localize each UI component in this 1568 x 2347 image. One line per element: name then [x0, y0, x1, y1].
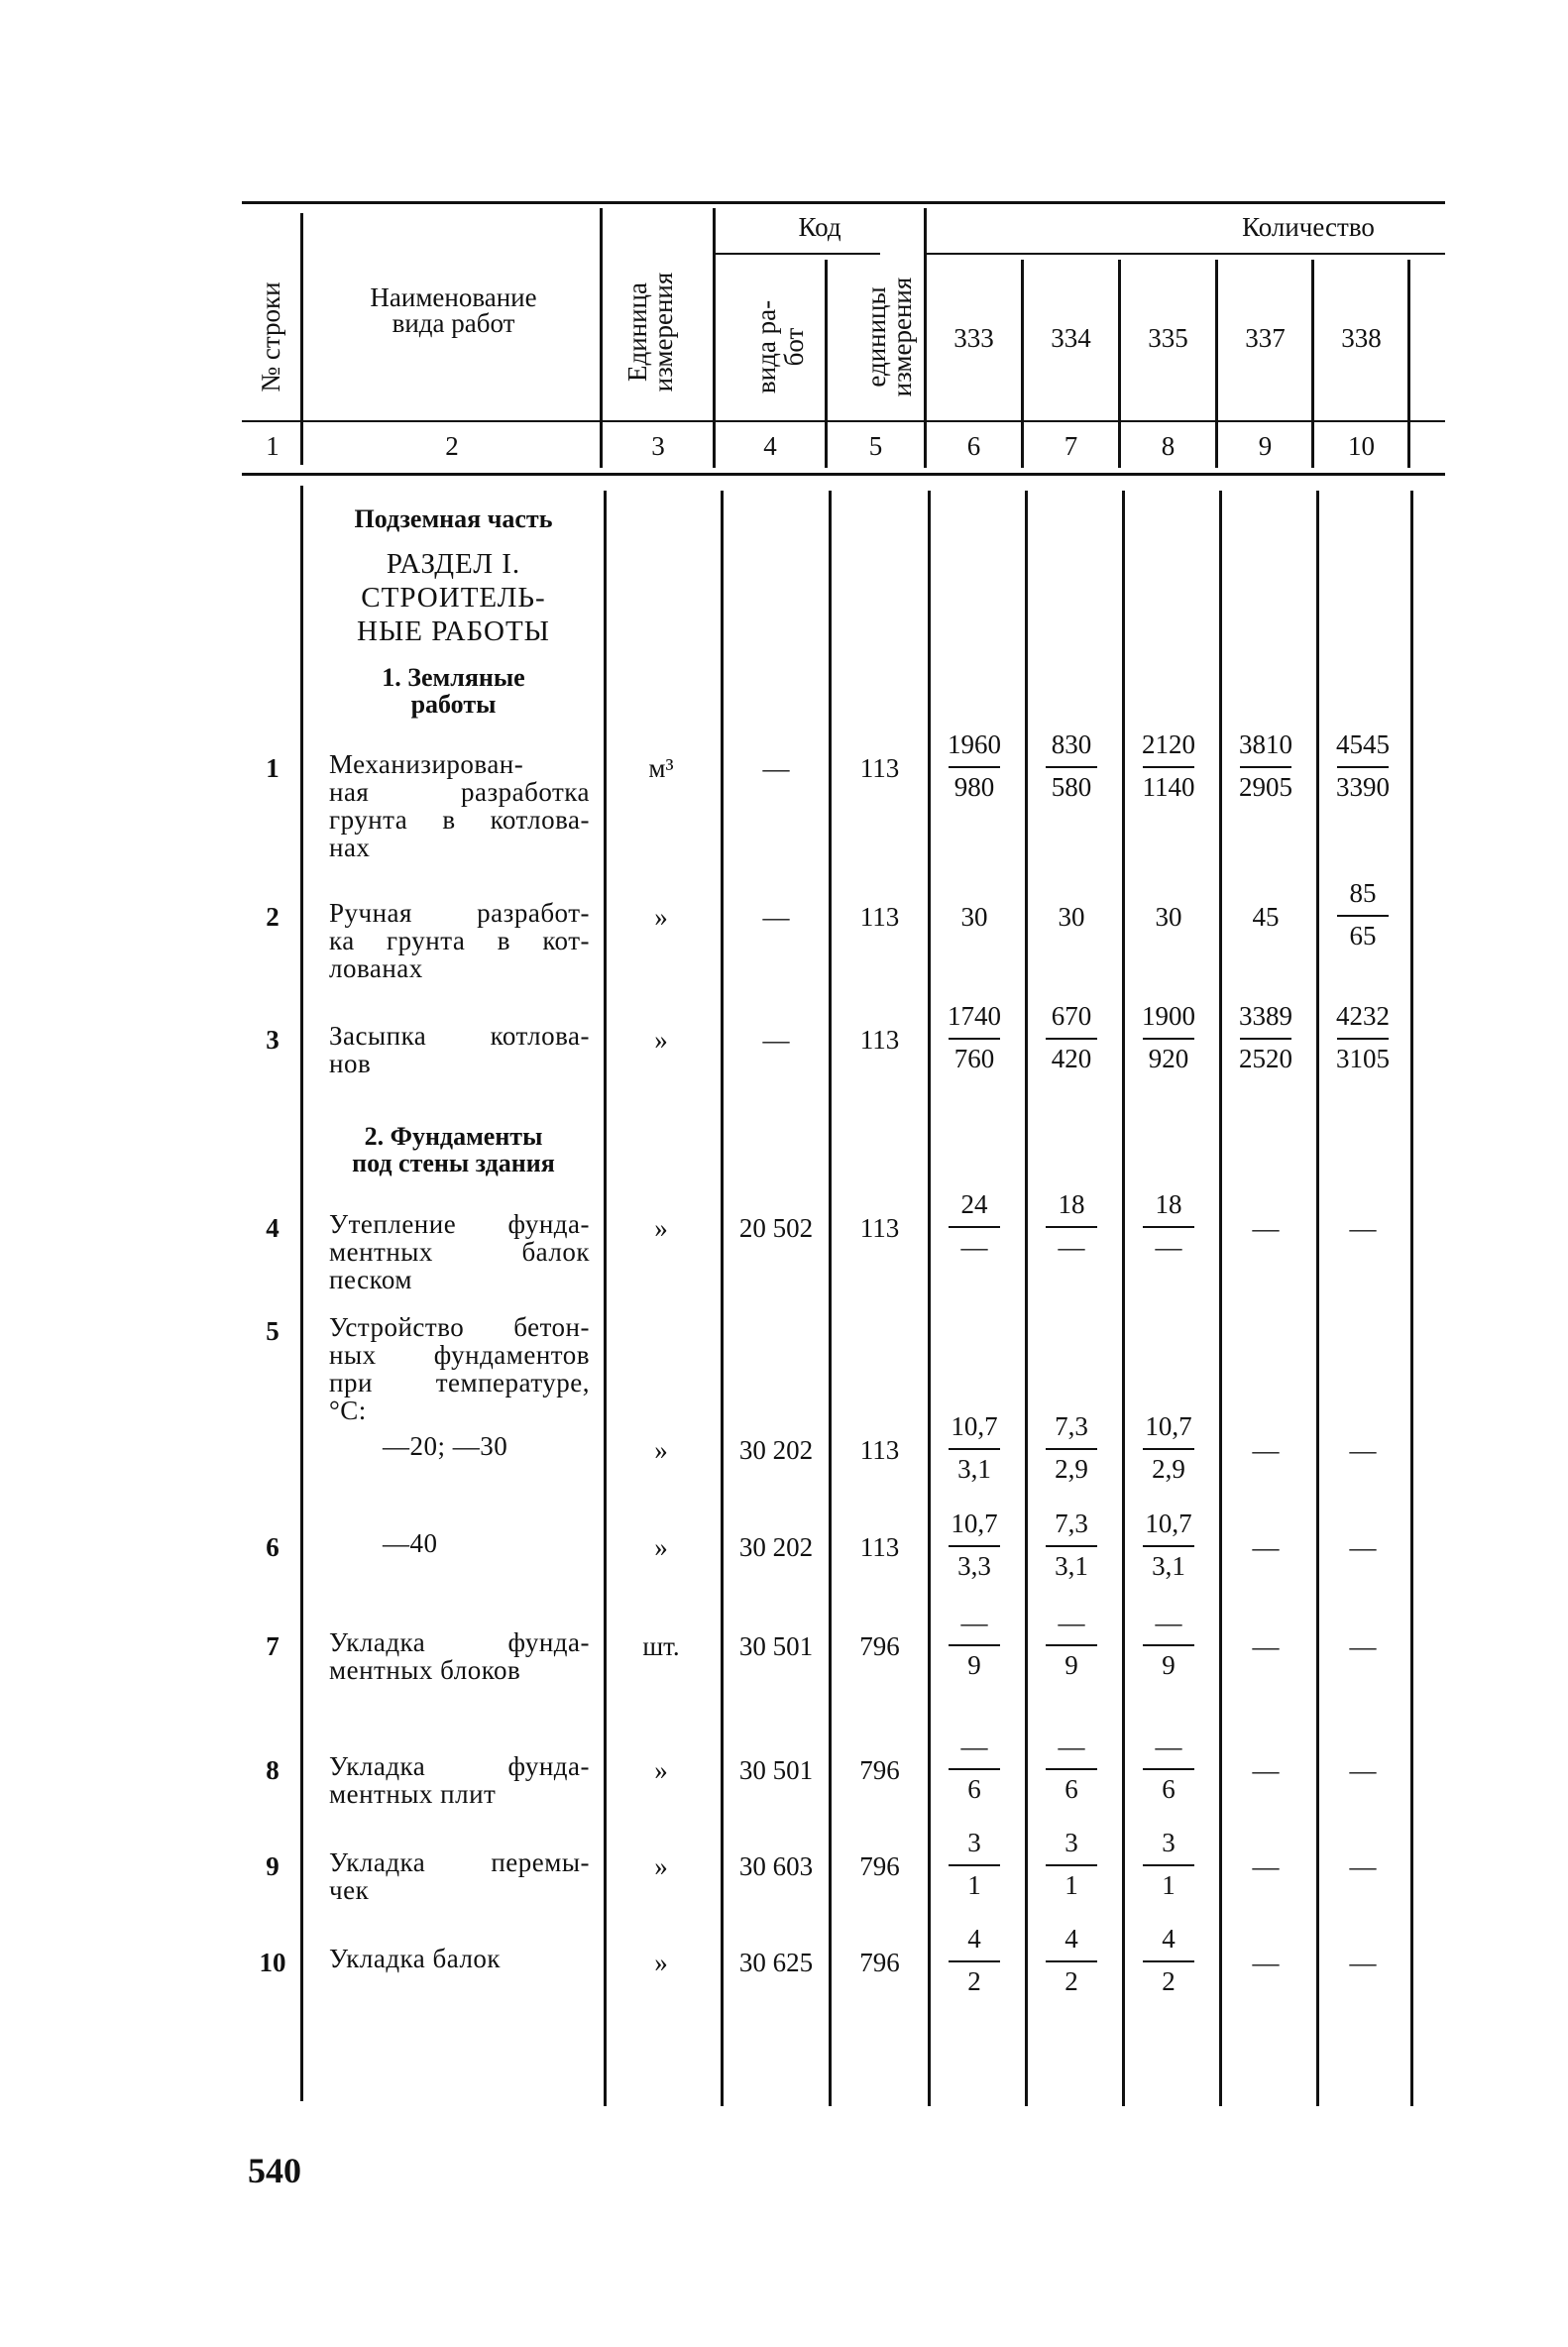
fraction-denominator: 3390: [1336, 772, 1390, 802]
quantity-fraction: [1321, 731, 1404, 804]
fraction-numerator: 4: [1162, 1924, 1176, 1954]
fraction-denominator: 760: [953, 1044, 995, 1073]
fraction-denominator: 2: [1162, 1966, 1176, 1996]
fraction-denominator: 2520: [1239, 1044, 1292, 1073]
fraction-bar: [1143, 1448, 1194, 1450]
fraction-bar: [1046, 1038, 1097, 1040]
work-name: [329, 1849, 590, 1905]
quantity-fraction: [1127, 731, 1210, 804]
quantity-fraction: [1224, 1003, 1307, 1075]
fraction-bar: [949, 1226, 1000, 1228]
unit-cell: »: [654, 1948, 668, 1977]
row-number: 2: [266, 902, 280, 932]
work-name: [329, 900, 590, 983]
work-name-line: Укладка перемы-: [329, 1847, 590, 1877]
column-numbers-rule: [242, 473, 1445, 476]
quantity-fraction: [933, 1413, 1016, 1486]
code-unit-header-line-1: единицы: [861, 286, 891, 388]
quantity-fraction: [1030, 1191, 1113, 1264]
quantity-value: —: [1252, 1948, 1280, 1977]
unit-header-line-1: Единица: [622, 282, 652, 383]
quantity-fraction: [933, 731, 1016, 804]
row-number: 9: [266, 1851, 280, 1881]
unit-cell: »: [654, 1851, 668, 1881]
fraction-bar: [1240, 1038, 1291, 1040]
code-work-cell: 30 501: [738, 1755, 814, 1785]
fraction-bar: [1143, 1864, 1194, 1866]
quantity-value: —: [1252, 1851, 1280, 1881]
quantity-value: —: [1349, 1435, 1377, 1465]
work-name-line: чек: [329, 1875, 370, 1905]
quantity-fraction: [1321, 880, 1404, 952]
fraction-bar: [1143, 766, 1194, 768]
fraction-bar: [949, 1038, 1000, 1040]
fraction-numerator: —: [960, 1732, 988, 1761]
unit-header-line-2: измерения: [648, 272, 678, 392]
fraction-bar: [1337, 766, 1389, 768]
unit-cell: »: [654, 902, 668, 932]
work-name: [329, 1946, 590, 1973]
code-unit-cell: 113: [859, 1213, 900, 1243]
quantity-fraction: [1030, 1510, 1113, 1583]
fraction-bar: [1046, 1226, 1097, 1228]
quantity-fraction: [933, 1926, 1016, 1998]
fraction-denominator: 580: [1051, 772, 1092, 802]
qty-col-334: 334: [1051, 323, 1091, 353]
fraction-denominator: 6: [1064, 1774, 1078, 1804]
code-work-cell: 30 202: [738, 1532, 814, 1562]
fraction-numerator: 10,7: [1145, 1411, 1192, 1441]
unit-cell: »: [654, 1755, 668, 1785]
fraction-numerator: —: [1155, 1608, 1182, 1637]
fraction-bar: [1046, 1545, 1097, 1547]
quantity-fraction: [1127, 1003, 1210, 1075]
quantity-value: —: [1349, 1631, 1377, 1661]
quantity-value: —: [1252, 1532, 1280, 1562]
fraction-numerator: 4: [967, 1924, 981, 1954]
quantity-fraction: [1030, 1413, 1113, 1486]
row-number: 10: [259, 1948, 286, 1977]
fraction-bar: [1337, 1038, 1389, 1040]
quantity-fraction: [1127, 1191, 1210, 1264]
code-work-header-line-2: бот: [779, 327, 809, 367]
body-divider: [300, 486, 303, 2101]
work-name-line: ная разработка: [329, 777, 590, 807]
work-name: [329, 1629, 590, 1685]
fraction-numerator: —: [960, 1608, 988, 1637]
unit-cell: »: [654, 1025, 668, 1055]
work-name: [329, 1753, 590, 1809]
fraction-numerator: —: [1058, 1608, 1085, 1637]
work-name-line: Ручная разработ-: [329, 898, 590, 928]
quantity-fraction: [1030, 1830, 1113, 1902]
work-name: [329, 1314, 590, 1425]
work-name-line: ментных блоков: [329, 1655, 521, 1685]
work-name-line: ка грунта в кот-: [329, 926, 590, 955]
code-unit-cell: 113: [859, 902, 900, 932]
fraction-numerator: 10,7: [1145, 1509, 1192, 1538]
fraction-denominator: 6: [1162, 1774, 1176, 1804]
code-work-cell: 30 501: [738, 1631, 814, 1661]
fraction-denominator: 3,3: [957, 1551, 991, 1581]
fraction-denominator: 3,1: [1055, 1551, 1088, 1581]
row-number: 7: [266, 1631, 280, 1661]
fraction-denominator: 1: [967, 1870, 981, 1900]
code-unit-cell: 796: [859, 1851, 900, 1881]
table-top-rule: [242, 201, 1445, 204]
qty-col-338: 338: [1341, 323, 1382, 353]
fraction-numerator: 7,3: [1055, 1411, 1088, 1441]
quantity-fraction: [933, 1733, 1016, 1806]
quantity-fraction: [1321, 1003, 1404, 1075]
fraction-numerator: 3: [1064, 1828, 1078, 1857]
unit-cell: м³: [648, 753, 674, 783]
fraction-numerator: 18: [1155, 1189, 1182, 1219]
work-name-line: —20; —30: [383, 1431, 508, 1461]
row-number: 6: [266, 1532, 280, 1562]
fraction-bar: [1143, 1038, 1194, 1040]
quantity-header: Количество: [1242, 212, 1375, 242]
quantity-fraction: [933, 1830, 1016, 1902]
unit-cell: »: [654, 1213, 668, 1243]
quantity-value: 30: [1155, 902, 1182, 932]
fraction-numerator: 7,3: [1055, 1509, 1088, 1538]
fraction-bar: [949, 1545, 1000, 1547]
fraction-denominator: 3105: [1336, 1044, 1390, 1073]
col-number: 9: [1258, 431, 1273, 461]
code-work-header-line-1: вида ра-: [751, 299, 781, 394]
body-divider: [928, 491, 931, 2106]
fraction-denominator: 980: [953, 772, 995, 802]
fraction-bar: [1143, 1545, 1194, 1547]
row-number-header: № строки: [256, 281, 285, 392]
quantity-fraction: [1030, 1926, 1113, 1998]
fraction-numerator: 670: [1051, 1001, 1092, 1031]
row-number: 4: [266, 1213, 280, 1243]
col-number: 5: [868, 431, 883, 461]
work-name: [383, 1433, 590, 1461]
fraction-denominator: 920: [1148, 1044, 1189, 1073]
fraction-bar: [1046, 1644, 1097, 1646]
fraction-bar: [1046, 1448, 1097, 1450]
quantity-value: —: [1252, 1631, 1280, 1661]
row-number: 5: [266, 1316, 280, 1346]
work-name-line: нов: [329, 1049, 372, 1078]
section-heading-line-2: СТРОИТЕЛЬ-: [361, 582, 546, 614]
qty-col-333: 333: [953, 323, 994, 353]
quantity-fraction: [1030, 1003, 1113, 1075]
fraction-bar: [1143, 1768, 1194, 1770]
code-work-cell: 30 625: [738, 1948, 814, 1977]
work-name: [383, 1530, 590, 1558]
fraction-denominator: 2,9: [1152, 1454, 1185, 1484]
header-bottom-rule: [242, 420, 1445, 422]
body-divider: [1410, 491, 1413, 2106]
fraction-numerator: 2120: [1142, 729, 1195, 759]
header-sub-rule-quantity: [927, 253, 1445, 255]
fraction-numerator: 18: [1058, 1189, 1085, 1219]
header-divider: [713, 208, 716, 468]
quantity-fraction: [1127, 1926, 1210, 1998]
quantity-fraction: [1127, 1413, 1210, 1486]
quantity-value: —: [1349, 1755, 1377, 1785]
col-number: 4: [763, 431, 777, 461]
fraction-denominator: 1: [1064, 1870, 1078, 1900]
fraction-numerator: 85: [1349, 878, 1377, 908]
quantity-value: 45: [1252, 902, 1280, 932]
quantity-fraction: [1127, 1610, 1210, 1682]
code-unit-cell: 113: [859, 753, 900, 783]
col-number: 3: [651, 431, 665, 461]
fraction-numerator: 1900: [1142, 1001, 1195, 1031]
section-heading-line-3: НЫЕ РАБОТЫ: [357, 615, 550, 647]
body-divider: [1122, 491, 1125, 2106]
earth-works-heading-line-2: работы: [410, 690, 497, 719]
quantity-value: 30: [960, 902, 988, 932]
code-work-cell: —: [762, 902, 790, 932]
name-header-line-2: вида работ: [392, 308, 515, 338]
fraction-bar: [1143, 1644, 1194, 1646]
foundations-heading-line-2: под стены здания: [352, 1149, 555, 1177]
work-name: [329, 1211, 590, 1294]
header-divider: [600, 208, 603, 468]
fraction-denominator: 420: [1051, 1044, 1092, 1073]
quantity-fraction: [1030, 1610, 1113, 1682]
code-unit-cell: 113: [859, 1532, 900, 1562]
quantity-fraction: [1127, 1510, 1210, 1583]
work-name-line: ментных балок: [329, 1237, 590, 1267]
quantity-fraction: [1030, 731, 1113, 804]
fraction-numerator: 24: [960, 1189, 988, 1219]
fraction-bar: [1046, 1864, 1097, 1866]
fraction-numerator: 3: [1162, 1828, 1176, 1857]
quantity-fraction: [933, 1510, 1016, 1583]
col-number: 8: [1161, 431, 1176, 461]
fraction-denominator: 9: [1162, 1650, 1176, 1680]
foundations-heading-line-1: 2. Фундаменты: [364, 1122, 543, 1151]
work-name-line: Механизирован-: [329, 749, 524, 779]
quantity-fraction: [933, 1003, 1016, 1075]
fraction-denominator: 2905: [1239, 772, 1292, 802]
work-name: [329, 751, 590, 862]
quantity-value: —: [1349, 1532, 1377, 1562]
quantity-value: —: [1349, 1213, 1377, 1243]
fraction-numerator: 830: [1051, 729, 1092, 759]
work-name: [329, 1023, 590, 1078]
unit-cell: »: [654, 1532, 668, 1562]
code-work-cell: —: [762, 1025, 790, 1055]
work-name-line: ных фундаментов: [329, 1340, 590, 1370]
fraction-bar: [949, 1864, 1000, 1866]
fraction-denominator: 2,9: [1055, 1454, 1088, 1484]
quantity-fraction: [933, 1191, 1016, 1264]
code-work-cell: 20 502: [738, 1213, 814, 1243]
body-divider: [1316, 491, 1319, 2106]
work-name-line: песком: [329, 1265, 412, 1294]
col-number: 10: [1348, 431, 1375, 461]
fraction-numerator: 3: [967, 1828, 981, 1857]
row-number: 3: [266, 1025, 280, 1055]
fraction-bar: [1240, 766, 1291, 768]
work-name-line: °С:: [329, 1396, 367, 1425]
fraction-denominator: —: [1155, 1232, 1182, 1262]
fraction-bar: [949, 1768, 1000, 1770]
col-number: 7: [1064, 431, 1078, 461]
fraction-denominator: —: [1058, 1232, 1085, 1262]
fraction-denominator: 9: [967, 1650, 981, 1680]
work-name-line: Устройство бетон-: [329, 1312, 590, 1342]
work-name-line: Засыпка котлова-: [329, 1021, 590, 1051]
code-work-cell: —: [762, 753, 790, 783]
quantity-value: —: [1349, 1851, 1377, 1881]
section-heading-line-1: РАЗДЕЛ I.: [386, 548, 521, 580]
quantity-fraction: [1030, 1733, 1113, 1806]
fraction-numerator: 3389: [1239, 1001, 1292, 1031]
fraction-numerator: 4232: [1336, 1001, 1390, 1031]
row-number: 8: [266, 1755, 280, 1785]
col-number: 2: [445, 431, 459, 461]
fraction-numerator: 4: [1064, 1924, 1078, 1954]
fraction-bar: [949, 1644, 1000, 1646]
fraction-bar: [949, 1960, 1000, 1962]
fraction-denominator: 1140: [1142, 772, 1195, 802]
work-name-line: грунта в котлова-: [329, 805, 590, 835]
quantity-value: —: [1252, 1213, 1280, 1243]
header-sub-rule-code: [714, 253, 880, 255]
fraction-denominator: 6: [967, 1774, 981, 1804]
code-work-cell: 30 603: [738, 1851, 814, 1881]
page-number: 540: [248, 2151, 301, 2190]
qty-col-335: 335: [1148, 323, 1188, 353]
fraction-numerator: —: [1155, 1732, 1182, 1761]
fraction-bar: [1046, 766, 1097, 768]
work-name-line: при температуре,: [329, 1368, 590, 1397]
fraction-bar: [1046, 1960, 1097, 1962]
fraction-numerator: —: [1058, 1732, 1085, 1761]
work-name-line: Укладка фунда-: [329, 1751, 590, 1781]
quantity-fraction: [1224, 731, 1307, 804]
fraction-bar: [1337, 915, 1389, 917]
body-divider: [1025, 491, 1028, 2106]
quantity-fraction: [1127, 1830, 1210, 1902]
work-name-line: Утепление фунда-: [329, 1209, 590, 1239]
work-name-line: —40: [383, 1528, 438, 1558]
body-divider: [1219, 491, 1222, 2106]
name-header-line-1: Наименование: [370, 282, 537, 312]
code-unit-cell: 796: [859, 1755, 900, 1785]
fraction-denominator: 2: [1064, 1966, 1078, 1996]
work-name-line: ментных плит: [329, 1779, 497, 1809]
quantity-value: 30: [1058, 902, 1085, 932]
earth-works-heading-line-1: 1. Земляные: [382, 663, 525, 692]
work-name-line: нах: [329, 833, 371, 862]
work-name-line: Укладка фунда-: [329, 1627, 590, 1657]
col-number: 6: [966, 431, 981, 461]
fraction-denominator: 1: [1162, 1870, 1176, 1900]
fraction-bar: [949, 766, 1000, 768]
fraction-denominator: 2: [967, 1966, 981, 1996]
fraction-numerator: 10,7: [951, 1411, 998, 1441]
quantity-value: —: [1252, 1435, 1280, 1465]
code-unit-cell: 796: [859, 1631, 900, 1661]
quantity-value: —: [1349, 1948, 1377, 1977]
fraction-bar: [949, 1448, 1000, 1450]
code-unit-cell: 113: [859, 1025, 900, 1055]
quantity-fraction: [1127, 1733, 1210, 1806]
code-work-cell: 30 202: [738, 1435, 814, 1465]
work-name-line: Укладка балок: [329, 1944, 502, 1973]
fraction-denominator: 3,1: [1152, 1551, 1185, 1581]
header-divider: [300, 213, 303, 465]
fraction-denominator: 9: [1064, 1650, 1078, 1680]
code-unit-cell: 796: [859, 1948, 900, 1977]
unit-cell: »: [654, 1435, 668, 1465]
fraction-bar: [1046, 1768, 1097, 1770]
fraction-numerator: 3810: [1239, 729, 1292, 759]
fraction-denominator: —: [960, 1232, 988, 1262]
col-number: 1: [266, 431, 280, 461]
qty-col-337: 337: [1245, 323, 1286, 353]
row-number: 1: [266, 753, 280, 783]
code-unit-header-line-2: измерения: [887, 277, 917, 397]
work-name-line: лованах: [329, 953, 423, 983]
unit-cell: шт.: [642, 1631, 680, 1661]
quantity-fraction: [933, 1610, 1016, 1682]
underground-heading: Подземная часть: [354, 504, 553, 533]
fraction-numerator: 1740: [948, 1001, 1001, 1031]
fraction-numerator: 4545: [1336, 729, 1390, 759]
fraction-bar: [1143, 1960, 1194, 1962]
fraction-bar: [1143, 1226, 1194, 1228]
quantity-value: —: [1252, 1755, 1280, 1785]
fraction-numerator: 10,7: [951, 1509, 998, 1538]
fraction-denominator: 3,1: [957, 1454, 991, 1484]
code-unit-cell: 113: [859, 1435, 900, 1465]
fraction-denominator: 65: [1349, 921, 1377, 950]
code-header: Код: [798, 212, 841, 242]
fraction-numerator: 1960: [948, 729, 1001, 759]
